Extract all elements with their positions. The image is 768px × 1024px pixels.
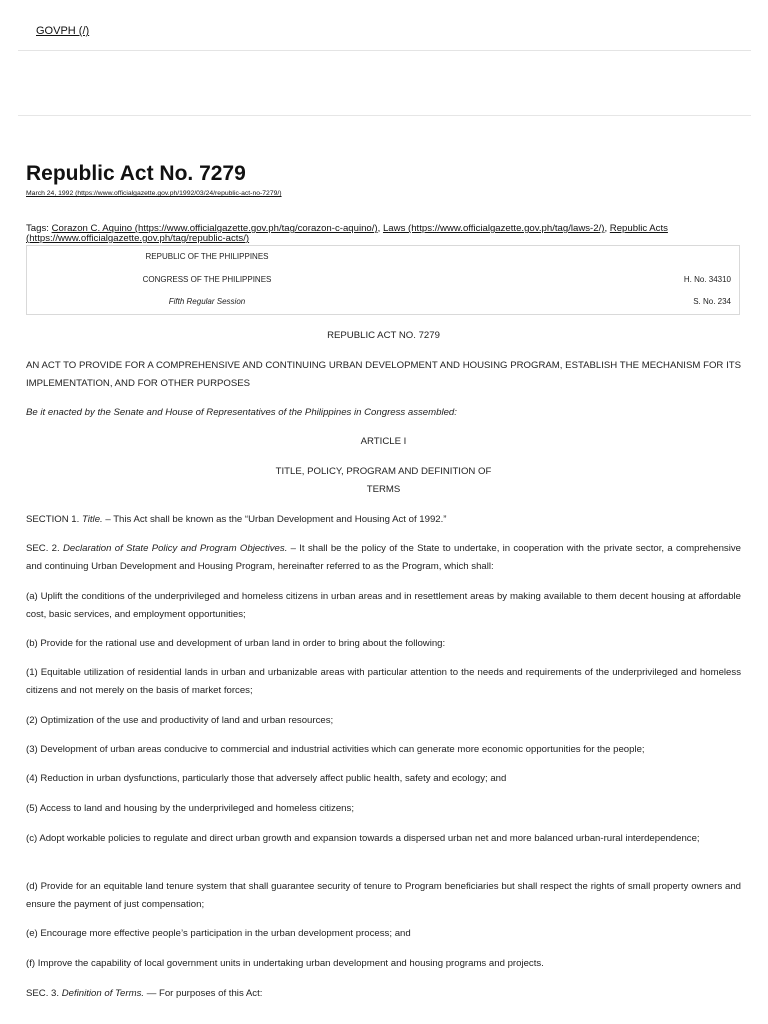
item-b3: (3) Development of urban areas conducive to commercial and industrial activities which can generate more economic opportunities for the people; xyxy=(26,744,645,755)
page-title: Republic Act No. 7279 xyxy=(26,162,246,185)
tag-separator: , xyxy=(604,223,610,234)
item-b2: (2) Optimization of the use and productivity of land and urban resources; xyxy=(26,715,334,726)
section-1 xyxy=(26,511,741,529)
act-title: AN ACT TO PROVIDE FOR A COMPREHENSIVE AND CONTINUING URBAN DEVELOPMENT AND HOUSING PROGRAM, ESTABLISH THE MECHANISM FOR ITS IMPLEMENTATION, AND FOR OTHER PURPOSES xyxy=(26,360,741,389)
section-2 xyxy=(26,540,741,576)
section-1-heading: Title. xyxy=(81,514,103,525)
item-c: (c) Adopt workable policies to regulate and direct urban growth and expansion towards a dispersed urban net and more balanced urban-rural interdependence; xyxy=(26,833,700,844)
header-table xyxy=(26,245,740,315)
item-f: (f) Improve the capability of local government units in undertaking urban development and housing programs and projects. xyxy=(26,958,544,969)
congress-label: CONGRESS OF THE PHILIPPINES xyxy=(142,275,272,284)
enacting-clause-text: Be it enacted by the Senate and House of Representatives of the Philippines in Congress assembled: xyxy=(26,407,457,418)
section-2-text: – It shall be the policy of the State to undertake, in cooperation with the private sector, a comprehensive and continuing Urban Development and Housing Program, hereinafter referred to as the Program, which shall: xyxy=(26,543,741,572)
top-nav xyxy=(18,0,751,51)
tags-line xyxy=(26,224,746,244)
enacting-clause xyxy=(26,404,741,422)
article-label: ARTICLE I xyxy=(360,436,407,447)
house-number: H. No. 34310 xyxy=(683,275,731,284)
tag-separator: , xyxy=(377,223,383,234)
item-b1: (1) Equitable utilization of residential lands in urban and urbanizable areas with particular attention to the needs and requirements of the underprivileged and homeless citizens and not merely on the basis of market forces; xyxy=(26,667,741,696)
section-2-prefix: SEC. 2. xyxy=(26,543,63,554)
item-b4: (4) Reduction in urban dysfunctions, particularly those that adversely affect public health, safety and ecology; and xyxy=(26,773,507,784)
section-1-prefix: SECTION 1. xyxy=(26,514,82,525)
tag-link-aquino[interactable]: Corazon C. Aquino (https://www.officialgazette.gov.ph/tag/corazon-c-aquino/) xyxy=(51,223,378,234)
item-d: (d) Provide for an equitable land tenure system that shall guarantee security of tenure to Program beneficiaries but shall respect the rights of small property owners and ensure the payment of just compensation; xyxy=(26,881,741,910)
govph-home-link[interactable]: GOVPH (/) xyxy=(36,25,90,37)
section-3-prefix: SEC. 3. xyxy=(26,988,62,999)
act-number: REPUBLIC ACT NO. 7279 xyxy=(327,330,440,341)
item-b5: (5) Access to land and housing by the underprivileged and homeless citizens; xyxy=(26,803,354,814)
section-2-heading: Declaration of State Policy and Program Objectives. xyxy=(62,543,288,554)
section-3-heading: Definition of Terms. xyxy=(61,988,145,999)
republic-label: REPUBLIC OF THE PHILIPPINES xyxy=(145,252,269,261)
section-3-text: — For purposes of this Act: xyxy=(144,988,263,999)
date-link[interactable]: March 24, 1992 (https://www.officialgazette.gov.ph/1992/03/24/republic-act-no-7279/) xyxy=(26,190,282,197)
item-a: (a) Uplift the conditions of the underprivileged and homeless citizens in urban areas and in resettlement areas by making available to them decent housing at affordable cost, basic services, and employment opportunities; xyxy=(26,591,741,620)
tags-label: Tags: xyxy=(26,223,52,234)
article-heading-line-1: TITLE, POLICY, PROGRAM AND DEFINITION OF xyxy=(275,466,492,477)
banner-divider xyxy=(18,115,751,116)
tag-link-republic-acts[interactable]: Republic Acts (https://www.officialgazette.gov.ph/tag/republic-acts/) xyxy=(26,223,668,244)
session-label: Fifth Regular Session xyxy=(168,297,246,306)
section-1-text: – This Act shall be known as the “Urban Development and Housing Act of 1992.” xyxy=(102,514,447,525)
tag-link-laws[interactable]: Laws (https://www.officialgazette.gov.ph/tag/laws-2/) xyxy=(382,223,605,234)
senate-number: S. No. 234 xyxy=(693,297,731,306)
section-3 xyxy=(26,985,741,1003)
item-b: (b) Provide for the rational use and development of urban land in order to bring about the following: xyxy=(26,638,446,649)
item-e: (e) Encourage more effective people’s participation in the urban development process; and xyxy=(26,928,411,939)
article-heading-line-2: TERMS xyxy=(366,484,401,495)
